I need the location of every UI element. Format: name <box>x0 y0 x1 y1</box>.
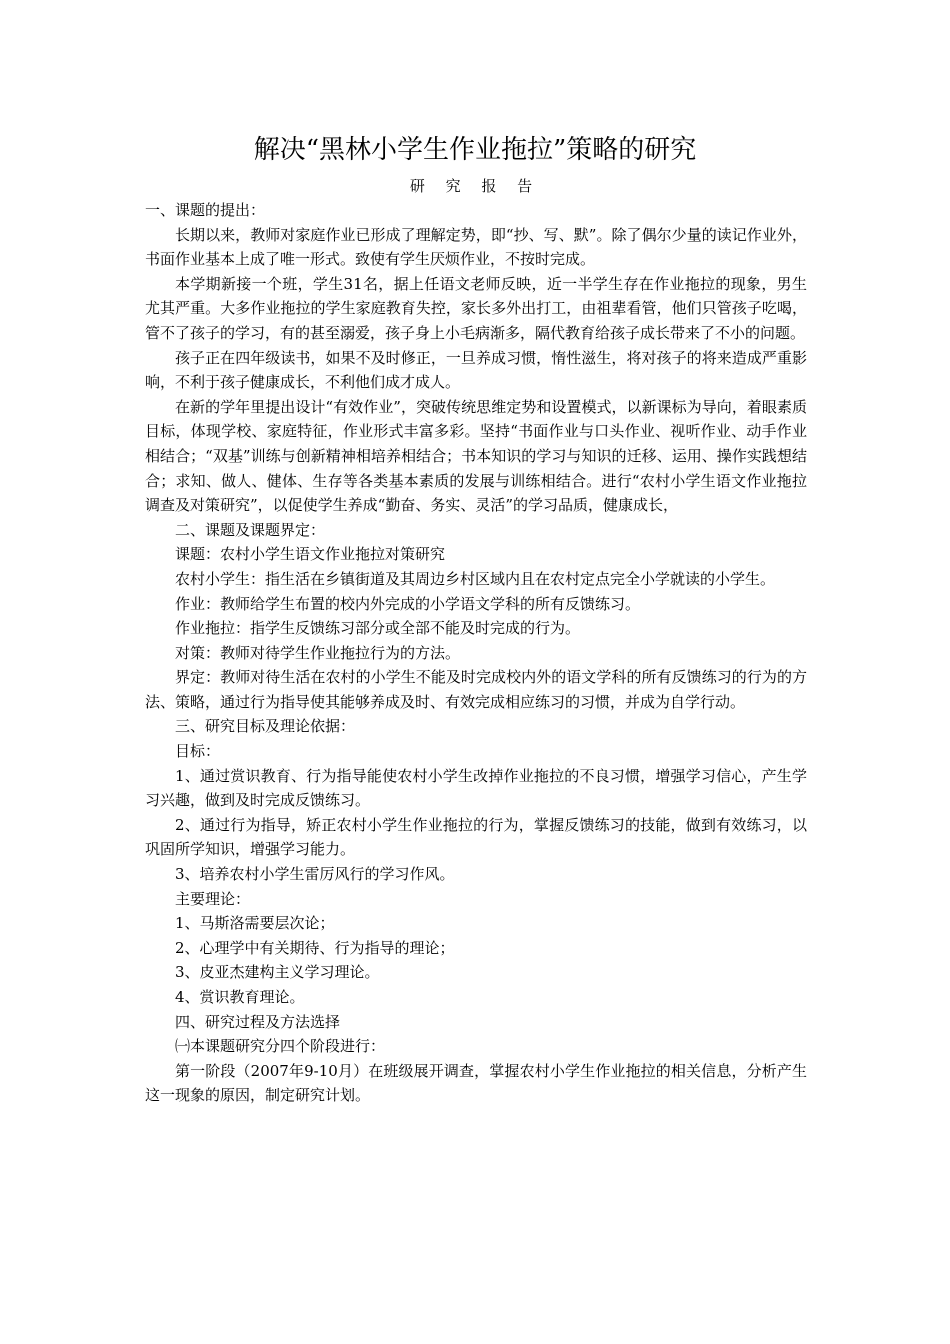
paragraph: 主要理论： <box>175 889 251 908</box>
paragraph: 在新的学年里提出设计“有效作业”，突破传统思维定势和设置模式，以新课标为导向，着眼素质目标，体现学校、家庭特征，作业形式丰富多彩。坚持“书面作业与口头作业、视听作业、动手作业相结合；“双基”训练与创新精神相培养相结合；书本知识的学习与知识的迁移、运用、操作实践想结合；求知、做人、健体、生存等各类基本素质的发展与训练相结合。进行“农村小学生语文作业拖拉调查及对策研究”，以促使学生养成“勤奋、务实、灵活”的学习品质，健康成长， <box>145 397 807 515</box>
paragraph: 本学期新接一个班，学生31名，据上任语文老师反映，近一半学生存在作业拖拉的现象，男生尤其严重。大多作业拖拉的学生家庭教育失控，家长多外出打工，由祖辈看管，他们只管孩子吃喝，管不了孩子的学习，有的甚至溺爱，孩子身上小毛病渐多，隔代教育给孩子成长带来了不小的问题。 <box>145 274 807 342</box>
paragraph: 二、课题及课题界定： <box>175 520 326 539</box>
document-body <box>145 198 807 1108</box>
paragraph: ㈠本课题研究分四个阶段进行： <box>175 1037 386 1056</box>
paragraph: 4、赏识教育理论。 <box>175 988 305 1006</box>
paragraph: 界定：教师对待生活在农村的小学生不能及时完成校内外的语文学科的所有反馈练习的行为的方法、策略，通过行为指导使其能够养成及时、有效完成相应练习的习惯，并成为自学行动。 <box>145 668 807 711</box>
paragraph: 1、马斯洛需要层次论； <box>175 914 335 933</box>
paragraph: 作业拖拉：指学生反馈练习部分或全部不能及时完成的行为。 <box>175 619 581 638</box>
paragraph: 对策：教师对待学生作业拖拉行为的方法。 <box>175 643 461 662</box>
paragraph: 长期以来，教师对家庭作业已形成了理解定势，即“抄、写、默”。除了偶尔少量的读记作业外，书面作业基本上成了唯一形式。致使有学生厌烦作业，不按时完成。 <box>145 225 807 269</box>
paragraph: 作业：教师给学生布置的校内外完成的小学语文学科的所有反馈练习。 <box>175 594 641 613</box>
paragraph: 2、通过行为指导，矫正农村小学生作业拖拉的行为，掌握反馈练习的技能，做到有效练习，以巩固所学知识，增强学习能力。 <box>145 815 807 859</box>
paragraph: 孩子正在四年级读书，如果不及时修正，一旦养成习惯，惰性滋生，将对孩子的将来造成严重影响，不利于孩子健康成长，不利他们成才成人。 <box>145 348 807 392</box>
paragraph: 3、培养农村小学生雷厉风行的学习作风。 <box>175 865 455 884</box>
paragraph: 农村小学生：指生活在乡镇街道及其周边乡村区域内且在农村定点完全小学就读的小学生。 <box>175 569 776 588</box>
paragraph: 目标： <box>175 742 221 761</box>
paragraph: 三、研究目标及理论依据： <box>175 717 356 736</box>
paragraph: 课题：农村小学生语文作业拖拉对策研究 <box>175 545 446 564</box>
paragraph: 一、课题的提出： <box>145 201 266 219</box>
paragraph: 四、研究过程及方法选择 <box>175 1012 341 1031</box>
document-subtitle: 研 究 报 告 <box>409 177 541 195</box>
paragraph: 3、皮亚杰建构主义学习理论。 <box>175 963 380 982</box>
paragraph: 2、心理学中有关期待、行为指导的理论； <box>175 938 455 957</box>
paragraph: 第一阶段（2007年9-10月）在班级展开调查，掌握农村小学生作业拖拉的相关信息，分析产生这一现象的原因，制定研究计划。 <box>145 1061 807 1105</box>
paragraph: 1、通过赏识教育、行为指导能使农村小学生改掉作业拖拉的不良习惯，增强学习信心，产生学习兴趣，做到及时完成反馈练习。 <box>145 766 807 810</box>
document-title: 解决“黑林小学生作业拖拉”策略的研究 <box>253 135 697 165</box>
